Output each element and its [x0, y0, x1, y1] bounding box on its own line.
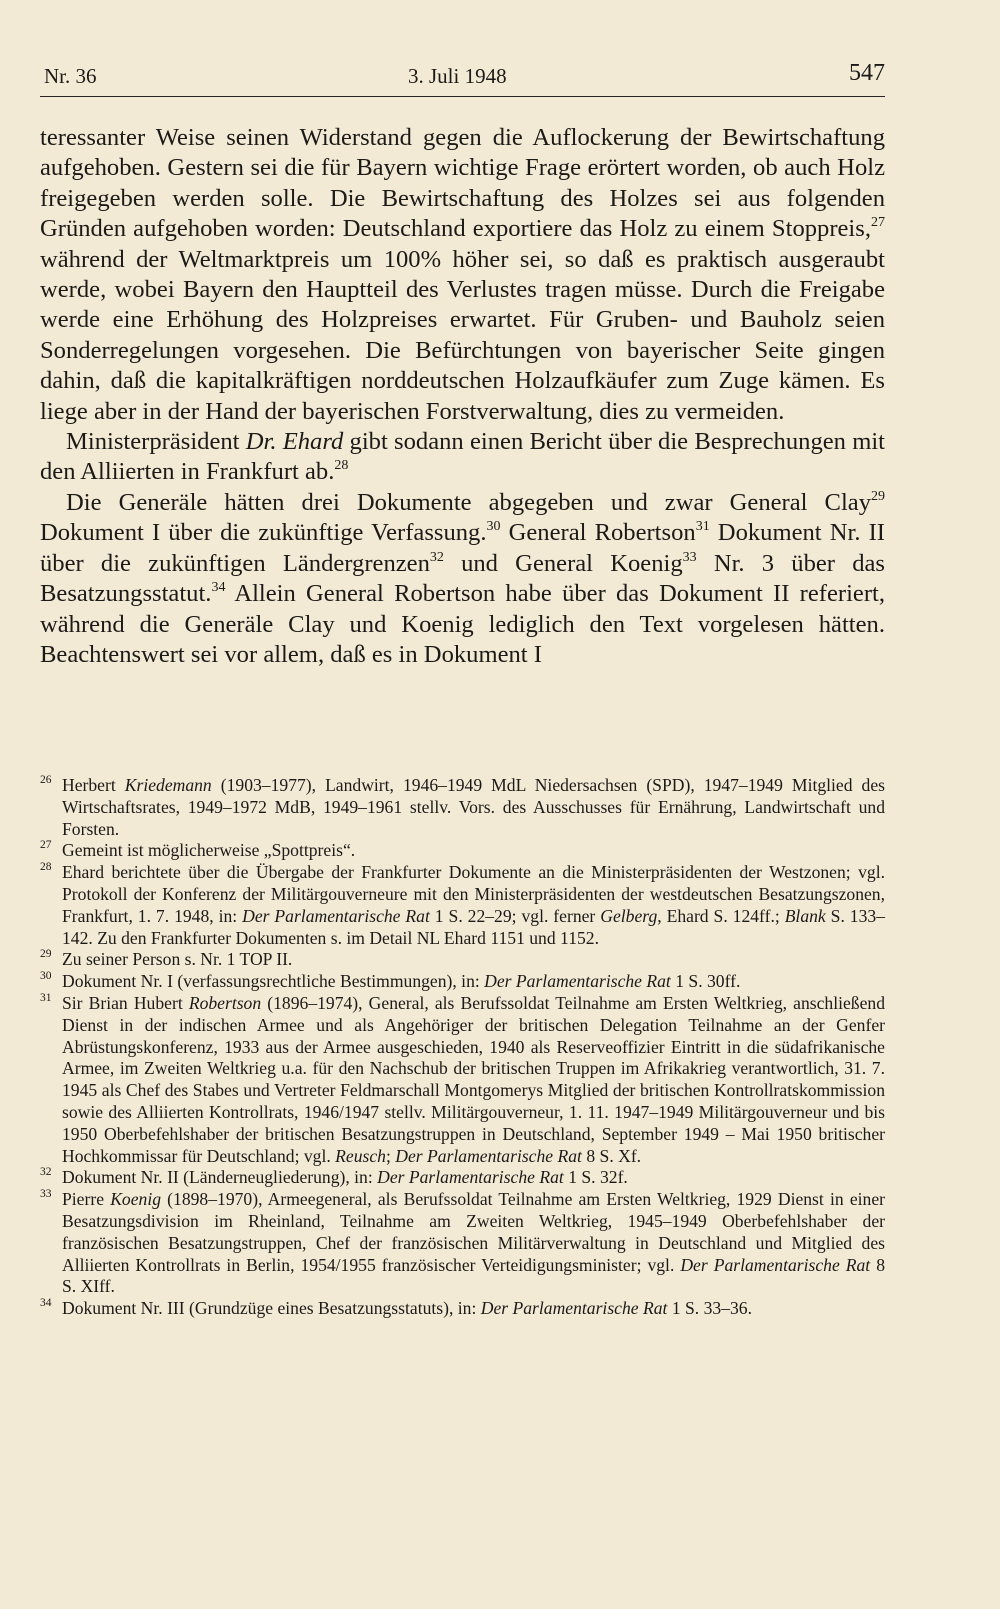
italic-text: Blank [784, 905, 826, 926]
footnote [40, 993, 885, 1167]
text-run: , Ehard S. 124ff.; [657, 905, 785, 926]
text-run: 8 S. Xf. [581, 1145, 642, 1166]
footnote [40, 862, 885, 949]
text-run: (1898–1970), Armeegeneral, als Berufssoldat Teilnahme am Ersten Weltkrieg, 1929 Dienst in einer Besatzungsdivision im Rheinland, Teilnahme am Zweiten Weltkrieg, 1945–1949 Oberbefehlshaber der französischen Besatzungstruppen, Chef der französischen Militärverwaltung in Deutschland und Mitglied des Alliierten Kontrollrats in Berlin, 1954/1955 französischer Verteidigungsminister; vgl. [62, 1189, 885, 1275]
text-run: S. 133–142. Zu den Frankfurter Dokumenten s. im Detail NL Ehard 1151 und 1152. [62, 905, 885, 948]
text-run: Zu seiner Person s. Nr. 1 TOP II. [62, 949, 293, 970]
italic-text: Der Parlamentarische Rat [395, 1145, 582, 1166]
footnote-ref: 29 [871, 488, 885, 504]
text-run: Herbert [62, 775, 125, 795]
footnote-ref: 27 [871, 215, 885, 231]
footnote-number: 33 [40, 1188, 52, 1201]
page-number: 547 [849, 60, 885, 86]
text-run: Dokument Nr. II (Länderneugliederung), in: [62, 1167, 378, 1188]
document-page [40, 0, 885, 1609]
footnote-number: 34 [40, 1297, 52, 1310]
text-run: Sir Brian Hubert [62, 992, 189, 1013]
text-run: 1 S. 32f. [563, 1167, 628, 1188]
text-run: Pierre [62, 1189, 111, 1210]
footnote-ref: 34 [211, 580, 226, 596]
footnote [40, 1167, 885, 1189]
italic-text: Robertson [188, 992, 262, 1013]
italic-text: Dr. Ehard [245, 428, 344, 456]
text-run: während der Weltmarktpreis um 100% höher sei, so daß es praktisch ausgeraubt werde, wobei Bayern den Hauptteil des Verlustes tragen müsse. Durch die Freigabe werde eine Erhöhung des Holzpreises erwartet. Für Gruben- und Bauholz seien Sonderregelungen vorgesehen. Die Befürchtungen von bayerischer Seite gingen dahin, daß die kapitalkräftigen norddeutschen Holzaufkäufer zum Zuge kämen. Es liege aber in der Hand der bayerischen Forstverwaltung, dies zu vermeiden. [40, 245, 885, 425]
footnote-number: 26 [40, 774, 52, 786]
footnote-ref: 28 [334, 458, 349, 474]
italic-text: Gelberg [600, 905, 658, 926]
footnote-number: 30 [40, 970, 52, 983]
text-run: (1903–1977), Landwirt, 1946–1949 MdL Niedersachsen (SPD), 1947–1949 Mitglied des Wirtschaftsrates, 1949–1972 MdB, 1949–1961 stellv. Vors. des Ausschusses für Ernährung, Landwirtschaft und Forsten. [62, 775, 885, 839]
text-run: Ministerpräsident [66, 428, 246, 456]
italic-text: Der Parlamentarische Rat [680, 1254, 871, 1275]
italic-text: Der Parlamentarische Rat [242, 905, 430, 926]
text-run: Die Generäle hätten drei Dokumente abgegeben und zwar General Clay [66, 488, 871, 516]
footnote [40, 775, 885, 840]
text-run: Dokument Nr. I (verfassungsrechtliche Bestimmungen), in: [62, 971, 485, 992]
page-header [40, 60, 885, 97]
text-run: Ehard berichtete über die Übergabe der Frankfurter Dokumente an die Ministerpräsidenten der Westzonen; vgl. Protokoll der Konferenz der Militärgouverneure mit den Ministerpräsidenten der westdeutschen Besatzungszonen, Frankfurt, 1. 7. 1948, in: [62, 862, 885, 926]
text-run: teressanter Weise seinen Widerstand gegen die Auflockerung der Bewirtschaftung aufgehoben. Gestern sei die für Bayern wichtige Frage erörtert worden, ob auch Holz freigegeben werden solle. Die Bewirtschaftung des Holzes sei aus folgenden Gründen aufgehoben worden: Deutschland exportiere das Holz zu einem Stoppreis, [40, 124, 885, 243]
text-run: 1 S. 22–29; vgl. ferner [429, 905, 601, 926]
text-run: ; [385, 1145, 396, 1166]
text-run: Nr. 3 über das Besatzungsstatut. [40, 549, 885, 608]
paragraph [40, 427, 885, 488]
text-run: gibt sodann einen Bericht über die Besprechungen mit den Alliierten in Frankfurt ab. [40, 428, 885, 486]
main-text [40, 123, 885, 670]
footnotes [40, 775, 885, 1320]
footnote-number: 27 [40, 839, 52, 852]
italic-text: Der Parlamentarische Rat [484, 971, 671, 992]
paragraph [40, 123, 885, 427]
text-run: Gemeint ist möglicherweise „Spottpreis“. [62, 840, 356, 861]
footnote-number: 31 [40, 991, 52, 1004]
footnote-ref: 30 [486, 519, 501, 535]
italic-text: Der Parlamentarische Rat [377, 1167, 564, 1188]
paragraph [40, 488, 885, 670]
footnote [40, 1189, 885, 1298]
issue-number: Nr. 36 [44, 64, 97, 88]
italic-text: Der Parlamentarische Rat [480, 1298, 668, 1319]
text-run: Dokument Nr. III (Grundzüge eines Besatzungsstatuts), in: [62, 1298, 481, 1319]
text-run: General Robertson [500, 519, 696, 547]
footnote-number: 29 [40, 948, 52, 961]
text-run: und General Koenig [443, 549, 683, 577]
footnote-number: 28 [40, 861, 52, 874]
text-run: 1 S. 33–36. [667, 1298, 752, 1319]
footnote [40, 971, 885, 993]
text-run: Dokument I über die zukünftige Verfassung. [40, 519, 487, 547]
text-run: (1896–1974), General, als Berufssoldat Teilnahme am Ersten Weltkrieg, anschließend Dienst in der indischen Armee und als Angehöriger der britischen Delegation Teilnahme an der Genfer Abrüstungskonferenz, 1933 aus der Armee ausgeschieden, 1940 als Reserveoffizier Eintritt in die südafrikanische Armee, im Zweiten Weltkrieg u.a. für den Nachschub der britischen Truppen im Afrikakrieg verantwortlich, 31. 7. 1945 als Chef des Stabes und Vertreter Feldmarschall Montgomerys Mitglied der britischen Kontrollratskommission sowie des Alliierten Kontrollrats, 1946/1947 stellv. Militärgouverneur, 1. 11. 1947–1949 Militärgouverneur und bis 1950 Oberbefehlshaber der britischen Besatzungstruppen in Deutschland, September 1949 – Mai 1950 britischer Hochkommissar für Deutschland; vgl. [62, 992, 886, 1166]
footnote [40, 840, 885, 862]
text-run: 1 S. 30ff. [670, 971, 741, 992]
italic-text: Reusch [335, 1145, 386, 1166]
footnote-ref: 31 [695, 519, 710, 535]
footnote [40, 1298, 885, 1320]
italic-text: Koenig [110, 1189, 162, 1210]
text-run: 8 S. XIff. [62, 1254, 885, 1297]
footnote-ref: 33 [682, 549, 697, 565]
text-run: Allein General Robertson habe über das Dokument II referiert, während die Generäle Clay und Koenig lediglich den Text vorgelesen hätten. Beachtenswert sei vor allem, daß es in Dokument I [40, 580, 885, 668]
footnote-number: 32 [40, 1166, 52, 1179]
footnote [40, 949, 885, 971]
header-date: 3. Juli 1948 [408, 64, 507, 88]
text-run: Dokument Nr. II über die zukünftigen Ländergrenzen [40, 519, 885, 577]
footnote-ref: 32 [429, 549, 444, 565]
italic-text: Kriedemann [124, 775, 212, 795]
